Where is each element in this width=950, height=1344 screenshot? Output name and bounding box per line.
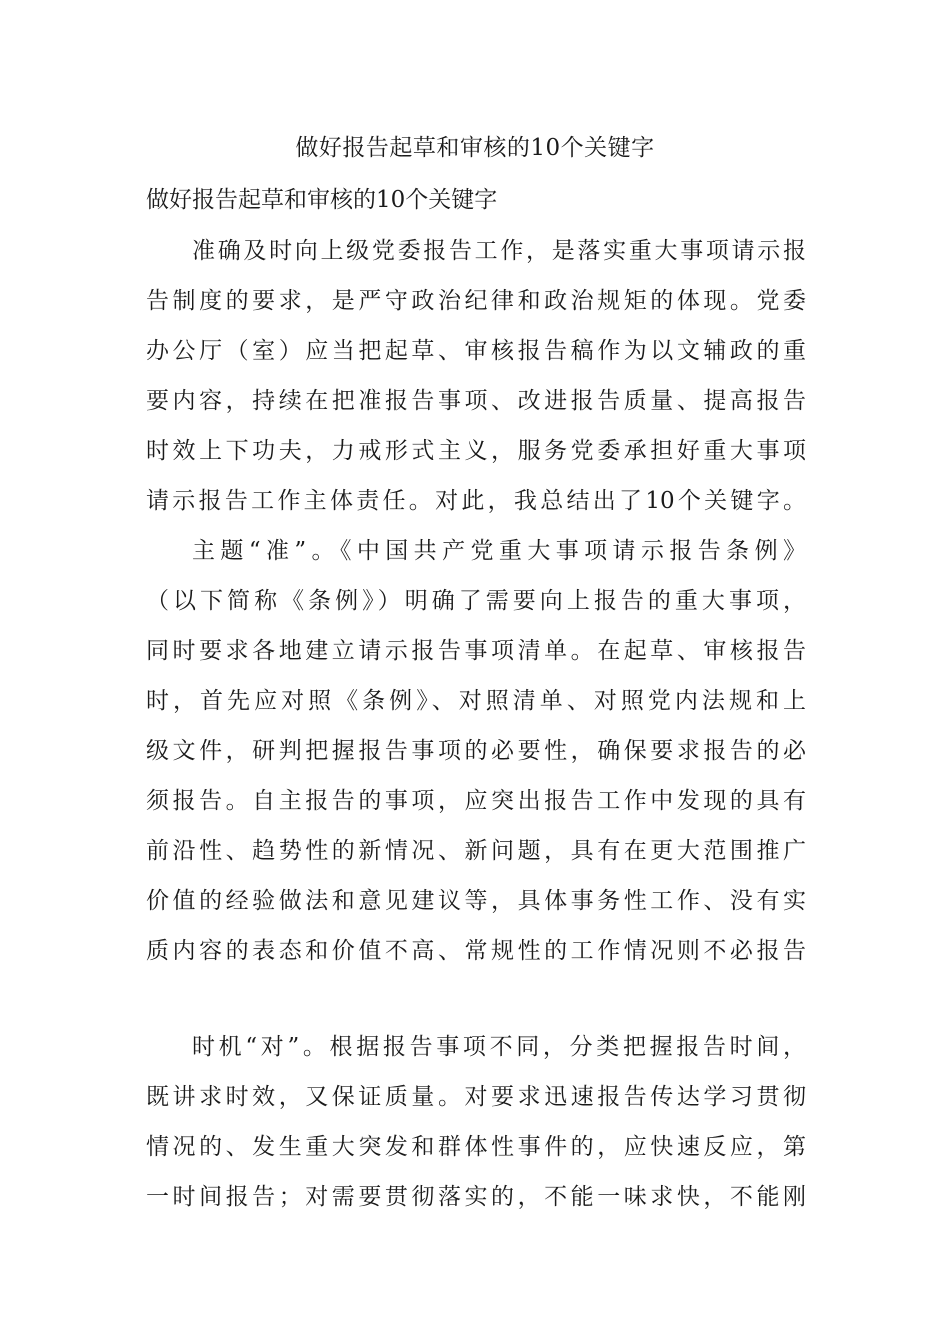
paragraph-line: 前沿性、趋势性的新情况、新问题，具有在更大范围推广 (146, 838, 806, 864)
paragraph-line: 既讲求时效，又保证质量。对要求迅速报告传达学习贯彻 (146, 1084, 806, 1110)
paragraph-line: 价值的经验做法和意见建议等，具体事务性工作、没有实 (146, 888, 806, 914)
paragraph-line: 时效上下功夫，力戒形式主义，服务党委承担好重大事项 (146, 438, 806, 464)
paragraph-line: 级文件，研判把握报告事项的必要性，确保要求报告的必 (146, 738, 806, 764)
paragraph-line: 准确及时向上级党委报告工作，是落实重大事项请示报 (192, 238, 806, 264)
paragraph-intro (146, 226, 806, 526)
paragraph-line: 时，首先应对照《条例》、对照清单、对照党内法规和上 (146, 688, 806, 714)
paragraph-line: 同时要求各地建立请示报告事项清单。在起草、审核报告 (146, 638, 806, 664)
paragraph-theme (146, 526, 806, 976)
paragraph-line: 须报告。自主报告的事项，应突出报告工作中发现的具有 (146, 788, 806, 814)
paragraph-line: 时机“对”。根据报告事项不同，分类把握报告时间， (192, 1034, 806, 1060)
paragraph-line: 办公厅（室）应当把起草、审核报告稿作为以文辅政的重 (146, 338, 806, 364)
paragraph-line: 告制度的要求，是严守政治纪律和政治规矩的体现。党委 (146, 288, 806, 314)
paragraph-line: 要内容，持续在把准报告事项、改进报告质量、提高报告 (146, 388, 806, 414)
document-title: 做好报告起草和审核的10个关键字 (295, 135, 655, 161)
paragraph-line: （以下简称《条例》）明确了需要向上报告的重大事项， (146, 588, 806, 614)
document-subtitle: 做好报告起草和审核的10个关键字 (146, 187, 498, 213)
paragraph-line: 请示报告工作主体责任。对此，我总结出了10个关键字。 (146, 488, 806, 514)
paragraph-line: 情况的、发生重大突发和群体性事件的，应快速反应，第 (146, 1134, 806, 1160)
paragraph-line: 主题“准”。《中国共产党重大事项请示报告条例》 (192, 538, 806, 564)
paragraph-timing (146, 1022, 806, 1222)
paragraph-line: 质内容的表态和价值不高、常规性的工作情况则不必报告 (146, 938, 806, 964)
paragraph-line: 一时间报告；对需要贯彻落实的，不能一味求快，不能刚 (146, 1184, 806, 1210)
